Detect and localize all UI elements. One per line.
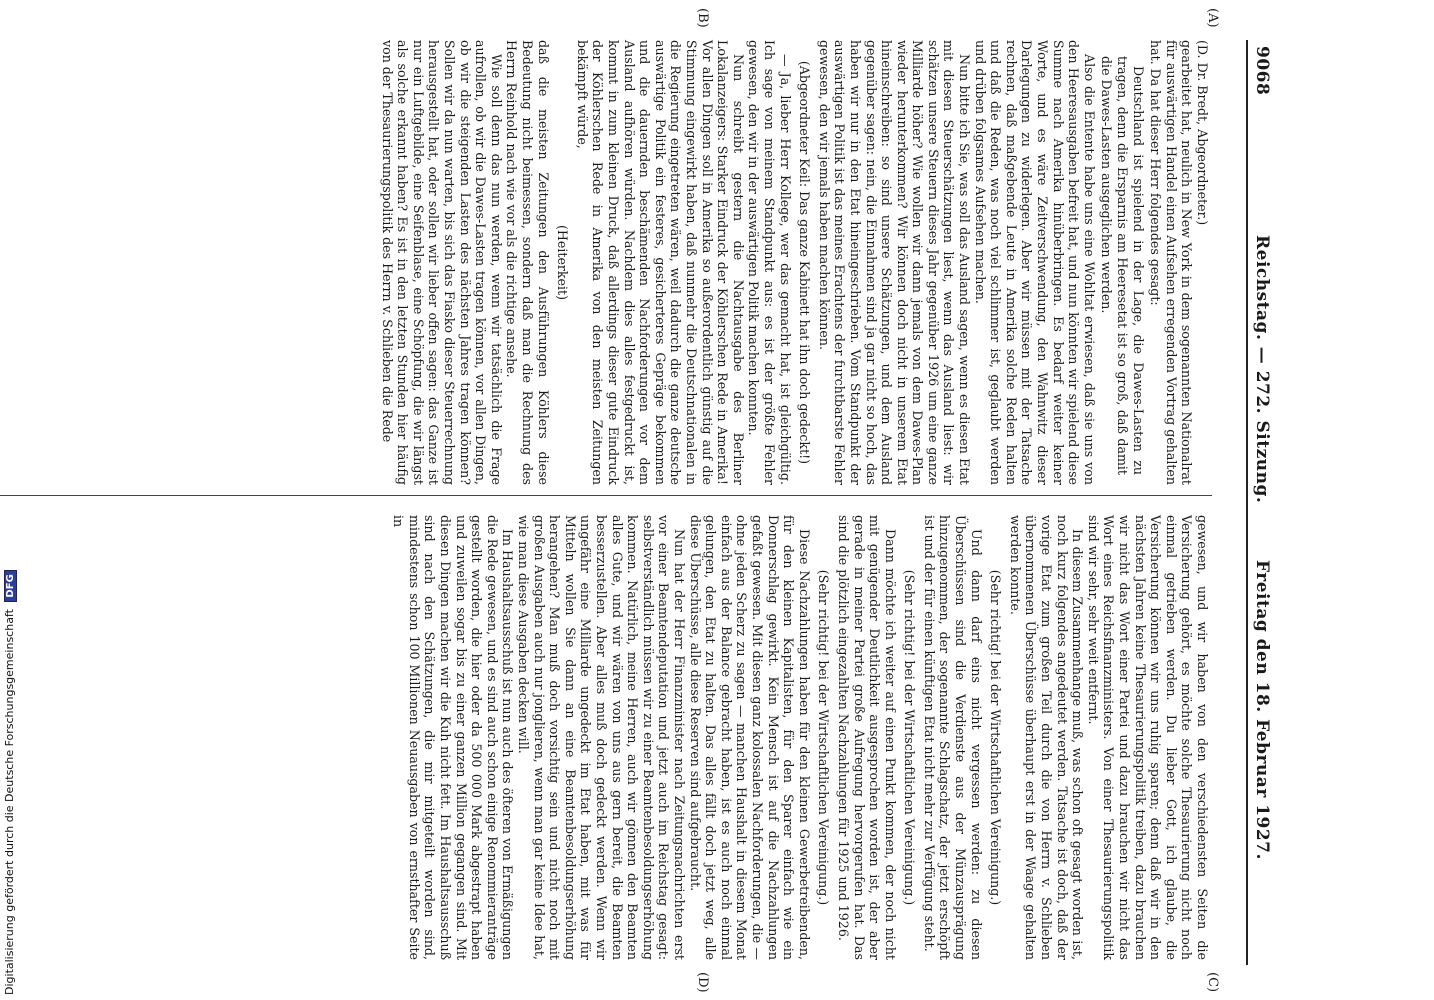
- paragraph: gewesen, und wir haben von den verschiedensten Seiten die Versicherung gehört, es möchte solche Thesaurierung nicht noch einmal getrieben werden. Du lieber Gott, ich glaube, die Versicherung können wir uns ruhig sparen; denn daß wir in den nächsten Jahren keine Thesaurierungspolitik treiben, dazu brauchen wir nicht das Wort einer Partei und dazu brauchen wir nicht das Wort eines Reichsfinanzministers. Von einer Thesaurierungspolitik sind wir sehr, sehr weit entfernt.: [1085, 515, 1210, 960]
- interjection: (Heiterkeit): [555, 225, 571, 300]
- paragraph: Dann möchte ich weiter auf einen Punkt kommen, der noch nicht mit genügender Deutlichkeit ausgesprochen worden ist, der aber gerade in meiner Partei große Aufregung hervorgerufen hat. Das sind die plötzlich eingezahlten Nachzahlungen für 1925 und 1926.: [835, 515, 898, 960]
- paragraph: — Ja, lieber Herr Kollege, wer das gemacht hat, ist gleichgültig. Ich sage von meinem Standpunkt aus: es ist der größte Fehler gewesen, den wir in der auswärtigen Politik machen konnten.: [746, 40, 793, 485]
- interjection: (Sehr richtig! bei der Wirtschaftlichen Vereinigung.): [816, 569, 832, 906]
- paragraph: Im Haushaltsausschuß ist nun auch des öfteren von Ermäßigungen die Rede gewesen, und es sind auch schon einige Renommieranträge gestellt worden, die hier oder da 500 000 Mark abgestrapt haben und zuweilen sogar bis zu einer ganzen Million gegangen sind. Mit diesen Dingen machen wir die Kuh nicht fett. Im Haushaltsausschuß sind nach den Schätzungen, die mir mitgeteilt worden sind, mindestens schon 100 Millionen Neuausgaben von ernsthafter Seite in: [391, 515, 516, 960]
- paragraph: (D. Dr. Bredt, Abgeordneter.): [1195, 40, 1210, 226]
- paragraph: Nun schreibt gestern die Nachtausgabe des Berliner Lokalanzeigers: Starker Eindruck der Köhlerschen Rede in Amerika! Vor allen Dingen soll in Amerika so außerordentlich günstig auf die Stimmung eingewirkt haben, daß nunmehr die Deutschnationalen in die Regierung eingetreten wären, weil dadurch die ganze deutsche auswärtige Politik ein festeres, gesicherteres Gepräge bekommen und die dauernden beschämenden Nachforderungen vor dem Ausland aufhören würden. Nachdem dies alles festgedruckt ist, kommt in zum kleinen Druck, daß allerdings dieser gute Eindruck der Köhlerschen Rede in Amerika von den meisten Zeitungen bekämpft würde,: [574, 40, 746, 485]
- margin-mark-b: (B): [695, 8, 710, 28]
- margin-mark-a: (A): [1205, 8, 1220, 28]
- paragraph: Diese Nachzahlungen haben für den kleinen Gewerbetreibenden, für den kleinen Kapitalisten, für den Sparer einfach wie ein Donnerschlag gewirkt. Kein Mensch ist auf die Nachzahlungen gefaßt gewesen. Mit diesen ganz kolossalen Nachforderungen, die — ohne jeden Scherz zu sagen — manchen Haushalt in diesem Monat einfach aus der Balance gebracht haben, ist es auch noch einmal gelungen, den Etat zu halten. Das alles fällt doch jetzt weg, alle diese Überschüsse, alle diese Reserven sind aufgebraucht.: [687, 515, 812, 960]
- paragraph: Nun bitte ich Sie, was soll das Ausland sagen, wenn es diesen Etat mit diesen Steuerschätzungen liest, wenn das Ausland liest: wir schätzen unsere Steuern dieses Jahr gegenüber 1926 um eine ganze Milliarde höher? Wie wollen wir dann jemals von dem Dawes-Plan wieder herunterkommen? Wir können doch nicht in unserem Etat hineinschreiben: so sind unsere Schätzungen, und dem Ausland gegenüber sagen: nein, die Einnahmen sind ja gar nicht so hoch, das haben wir nur in den Etat hineingeschrieben. Vom Standpunkt der auswärtigen Politik ist das meines Erachtens der furchtbarste Fehler gewesen, den wir jemals haben machen können.: [816, 40, 973, 485]
- column-divider: [0, 495, 1212, 496]
- page-number: 9068: [1252, 46, 1272, 96]
- paragraph: Nun hat der Herr Finanzminister nach Zeitungsnachrichten erst vor einer Beamtendeputation und jetzt auch im Reichstag gesagt: selbstverständlich müssen wir zu einer Beamtenbesoldungserhöhung kommen. Natürlich, meine Herren, auch wir gönnen den Beamten alles Gute, und wir wären von uns aus gern bereit, die Beamten besserzustellen. Aber alles muß doch gedeckt werden. Wenn wir ungefähr eine Milliarde ungedeckt im Etat haben, mit was für Mitteln wollen Sie dann an eine Beamtenbesoldungserhöhung herangehen? Man muß doch vorsichtig sein und nicht noch mit großen Ausgaben auch nur jonglieren, wenn man gar keine Idee hat, wie man diese Ausgaben decken will.: [516, 515, 687, 960]
- header-rule: [1246, 40, 1248, 965]
- paragraph: Also die Entente habe uns eine Wohltat erwiesen, daß sie uns von den Heeresausgaben befreit hat, und nun könnten wir spielend diese Summe nach Amerika hinüberbringen. Es bedarf weiter keiner Worte, und es wäre Zeitverschwendung, den Wahnwitz dieser Darlegungen zu widerlegen. Aber wir müssen mit der Tatsache rechnen, daß maßgebende Leute in Amerika solche Reden halten und daß die Reden, was noch viel schlimmer ist, geglaubt werden und drüben folgsames Aufsehen machen.: [972, 40, 1097, 485]
- dfg-logo: DFG: [4, 570, 17, 601]
- interjection: (Sehr richtig! bei der Wirtschaftlichen Vereinigung.): [902, 569, 918, 906]
- left-text-column: [379, 40, 1210, 485]
- paragraph: gearbeitet hat, neulich in New York in dem sogenannten Nationalrat für auswärtigen Handel einen Aufsehen erregenden Vortrag gehalten hat. Da hat dieser Herr folgendes gesagt:: [1148, 40, 1195, 485]
- paragraph: Deutschland ist spielend in der Lage, die Dawes-Lasten zu tragen, denn die Ersparnis am Heeresetat ist so groß, daß damit die Dawes-Lasten ausgeglichen werden.: [1099, 56, 1146, 475]
- margin-mark-d: (D): [695, 972, 710, 993]
- page-header-session: Reichstag. — 272. Sitzung.: [1252, 235, 1272, 504]
- interjection: (Sehr richtig! bei der Wirtschaftlichen Vereinigung.): [988, 569, 1004, 906]
- paragraph: Wie soll denn das nun werden, wenn wir tatsächlich die Frage aufrollen, ob wir die Dawes-Lasten tragen können, vor allen Dingen, ob wir die steigenden Lasten des nächsten Jahres tragen können? Sollen wir da nun warten, bis sich das Fiasko dieser Steuerrechnung herausgestellt hat, oder sollen wir lieber offen sagen: das Ganze ist nur ein Luftgebilde, eine Seifenblase, eine Schöpfung, die wir längst als solche erkannt haben? Es ist in den letzten Stunden hier häufig von der Thesaurierungspolitik des Herrn v. Schlieben die Rede: [379, 40, 504, 485]
- paragraph: Und dann darf eins nicht vergessen werden: zu diesen Überschüssen sind die Verdienste aus der Münzausprägung hinzugenommen, der sogenannte Schlagschatz, der jetzt erschöpft ist und der für einen künftigen Etat nicht mehr zur Verfügung steht.: [921, 515, 984, 960]
- credit-label: Digitalisierung gefördert durch die Deutsche Forschungsgemeinschaft: [3, 609, 16, 995]
- right-text-column: [391, 515, 1210, 960]
- margin-mark-c: (C): [1205, 972, 1220, 993]
- paragraph: daß die meisten Zeitungen den Ausführungen Köhlers diese Bedeutung nicht beimessen, sondern daß man die Rechnung des Herrn Reinhold nach wie vor als die richtige ansehe.: [504, 40, 551, 485]
- page-header-date: Freitag den 18. Februar 1927.: [1252, 560, 1272, 860]
- interjection: (Abgeordneter Keil: Das ganze Kabinett hat ihn doch gedeckt!): [797, 60, 813, 465]
- paragraph: In diesem Zusammenhange muß, was schon oft gesagt worden ist, noch kurz folgendes angedeutet werden. Tatsache ist doch, daß der vorige Etat zum großen Teil durch die von Herrn v. Schlieben übernommenen Überschüsse überhaupt erst in der Waage gehalten werden konnte.: [1007, 515, 1086, 960]
